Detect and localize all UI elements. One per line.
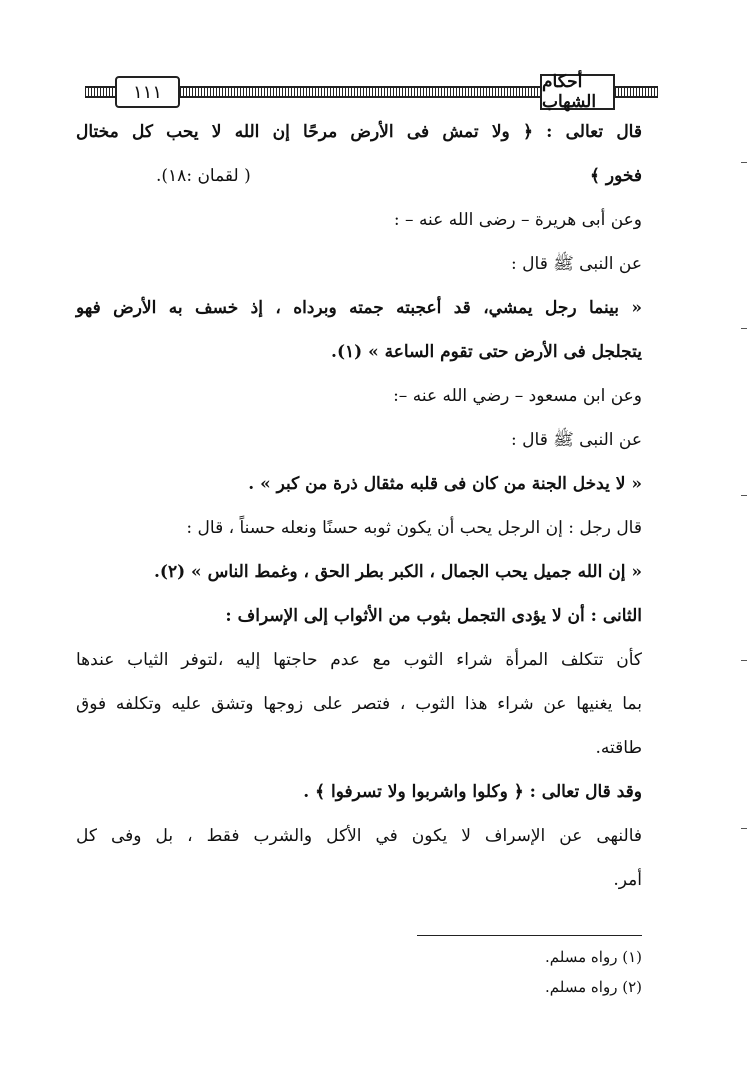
- text-line: قال رجل : إن الرجل يحب أن يكون ثوبه حسنًا ونعله حسناً ، قال :: [186, 518, 642, 538]
- text-line: وعن أبى هريرة – رضى الله عنه – :: [393, 210, 642, 230]
- header-ornament-left: [85, 86, 115, 98]
- running-header: [85, 70, 658, 114]
- text-line: بما يغنيها عن شراء هذا الثوب ، فتصر على زوجها وتشق عليه وتكلفه فوق: [76, 694, 642, 714]
- header-ornament-middle: [180, 86, 540, 98]
- quran-reference: ( لقمان :١٨).: [156, 166, 251, 186]
- footnotes: [412, 935, 642, 1002]
- text-line: وقد قال تعالى : ﴿ وكلوا واشربوا ولا تسرفوا ﴾ .: [303, 782, 642, 802]
- page-body: [76, 116, 642, 908]
- margin-mark: [741, 660, 747, 661]
- margin-mark: [741, 328, 747, 329]
- text-line: عن النبى ﷺ قال :: [511, 430, 642, 450]
- header-ornament-right: [615, 86, 658, 98]
- section-heading: الثانى : أن لا يؤدى التجمل بثوب من الأثواب إلى الإسراف :: [225, 606, 642, 626]
- hadith-line: « بينما رجل يمشي، قد أعجبته جمته وبرداه ، إذ خسف به الأرض فهو: [76, 298, 642, 318]
- footnote: (١) رواه مسلم.: [545, 948, 642, 966]
- hadith-line: « إن الله جميل يحب الجمال ، الكبر بطر الحق ، وغمط الناس » (٢).: [153, 562, 642, 582]
- text-line: طاقته.: [595, 738, 642, 758]
- margin-mark: [741, 162, 747, 163]
- page-number: ١١١: [115, 76, 180, 108]
- text-line-main: فخور ﴾: [590, 166, 642, 186]
- hadith-line: « لا يدخل الجنة من كان فى قلبه مثقال ذرة من كبر » .: [248, 474, 642, 494]
- text-line: قال تعالى : ﴿ ولا تمش فى الأرض مرحًا إن الله لا يحب كل مختال: [76, 122, 642, 142]
- text-line: [76, 160, 642, 192]
- running-title: أحكام الشهاب: [540, 74, 615, 110]
- footnote: (٢) رواه مسلم.: [545, 978, 642, 996]
- margin-mark: [741, 828, 747, 829]
- text-line: كأن تتكلف المرأة شراء الثوب مع عدم حاجتها إليه ،لتوفر الثياب عندها: [76, 650, 642, 670]
- text-line: أمر.: [613, 870, 642, 890]
- margin-mark: [741, 495, 747, 496]
- footnote-divider: [417, 935, 642, 936]
- hadith-line: يتجلجل فى الأرض حتى تقوم الساعة » (١).: [331, 342, 642, 362]
- text-line: عن النبى ﷺ قال :: [511, 254, 642, 274]
- text-line: فالنهى عن الإسراف لا يكون في الأكل والشرب فقط ، بل وفى كل: [76, 826, 642, 846]
- text-line: وعن ابن مسعود – رضي الله عنه –:: [393, 386, 642, 406]
